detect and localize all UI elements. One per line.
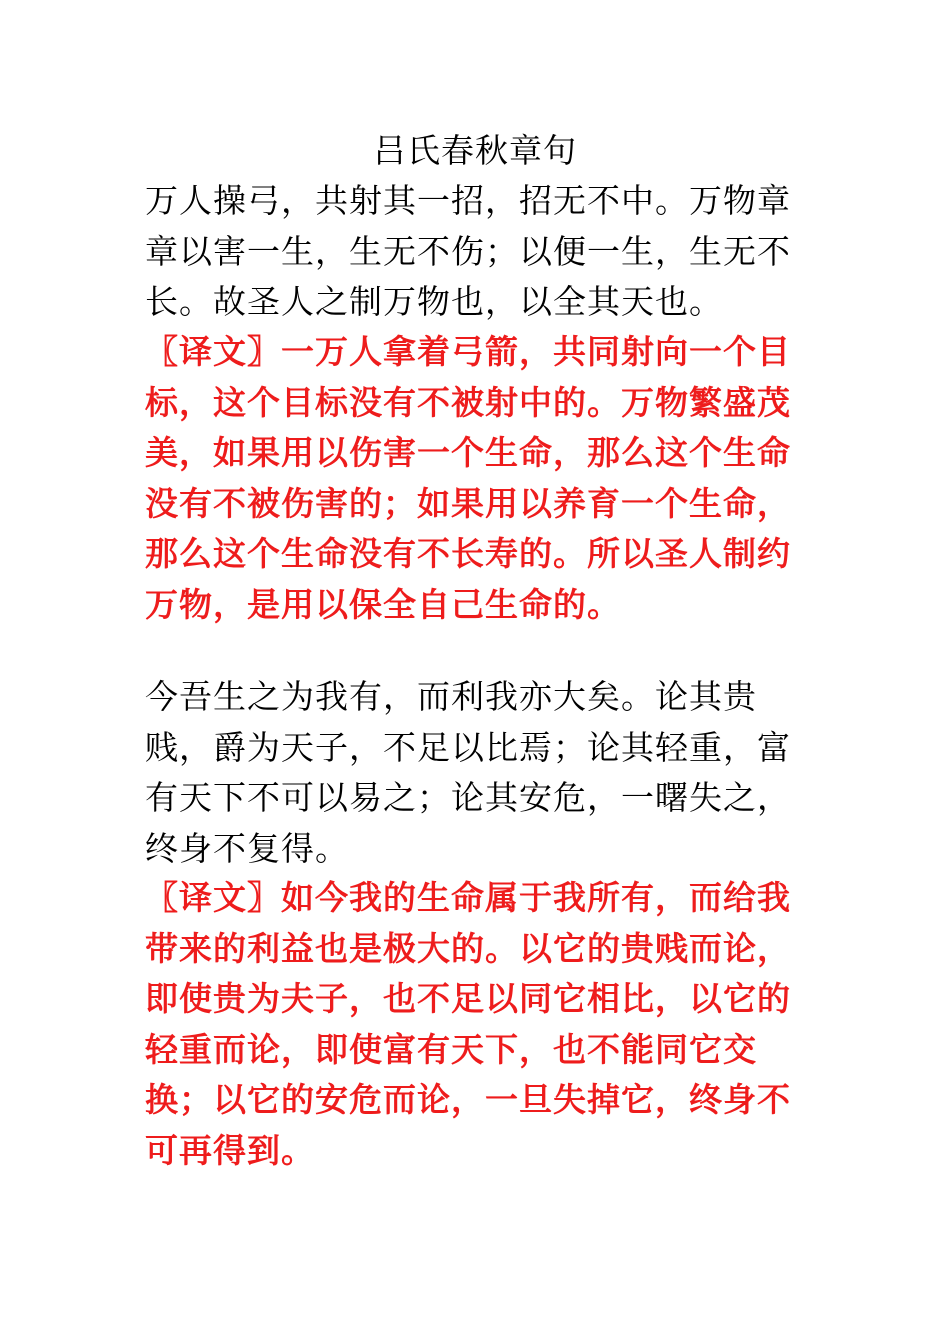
translation-text-2: 〖译文〗如今我的生命属于我所有，而给我带来的利益也是极大的。以它的贵贱而论，即使贵为夫子，也不足以同它相比，以它的轻重而论，即使富有天下，也不能同它交换；以它的安危而论，一旦失掉它，终身不可再得到。 <box>145 878 791 1170</box>
translation-text-1: 〖译文〗一万人拿着弓箭，共同射向一个目标，这个目标没有不被射中的。万物繁盛茂美，如果用以伤害一个生命，那么这个生命没有不被伤害的；如果用以养育一个生命，那么这个生命没有不长寿的。所以圣人制约万物，是用以保全自己生命的。 <box>145 332 791 624</box>
original-text-2: 今吾生之为我有，而利我亦大矣。论其贵贱，爵为天子，不足以比焉；论其轻重，富有天下不可以易之；论其安危，一曙失之，终身不复得。 <box>145 677 791 868</box>
original-text-1: 万人操弓，共射其一招，招无不中。万物章章以害一生，生无不伤；以便一生，生无不长。故圣人之制万物也，以全其天也。 <box>145 181 791 321</box>
page-title: 吕氏春秋章句 <box>373 131 577 170</box>
